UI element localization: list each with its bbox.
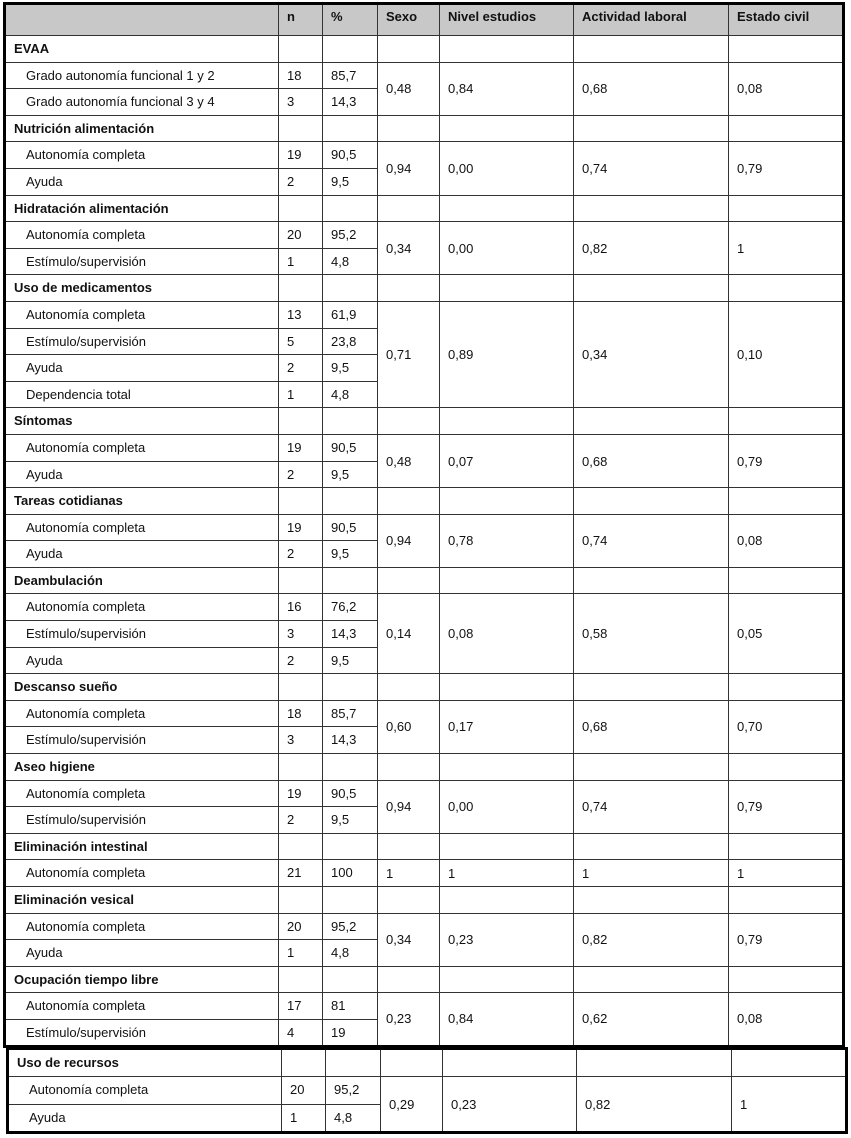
p-actividad-laboral: 0,68 (574, 434, 729, 487)
empty-cell (729, 488, 844, 515)
header-pct: % (323, 4, 378, 36)
p-nivel-estudios: 0,84 (440, 62, 574, 115)
row-pct: 4,8 (323, 381, 378, 408)
p-estado-civil: 0,70 (729, 700, 844, 753)
row-pct: 85,7 (323, 700, 378, 727)
empty-cell (378, 115, 440, 142)
row-pct: 4,8 (326, 1105, 381, 1133)
row-label: Grado autonomía funcional 3 y 4 (5, 89, 279, 116)
empty-cell (574, 275, 729, 302)
section-title: Nutrición alimentación (5, 115, 279, 142)
empty-cell (574, 408, 729, 435)
p-estado-civil: 0,79 (729, 780, 844, 833)
p-estado-civil: 0,79 (729, 913, 844, 966)
empty-cell (279, 567, 323, 594)
row-pct: 9,5 (323, 541, 378, 568)
p-nivel-estudios: 0,00 (440, 780, 574, 833)
table-row (5, 700, 844, 727)
row-label: Estímulo/supervisión (5, 248, 279, 275)
empty-cell (378, 966, 440, 993)
row-n: 5 (279, 328, 323, 355)
row-label: Autonomía completa (5, 860, 279, 887)
p-sexo: 0,34 (378, 913, 440, 966)
empty-cell (323, 754, 378, 781)
row-pct: 4,8 (323, 248, 378, 275)
empty-cell (440, 408, 574, 435)
p-sexo: 0,48 (378, 62, 440, 115)
table-row (5, 301, 844, 328)
empty-cell (729, 195, 844, 222)
empty-cell (279, 408, 323, 435)
table-row (5, 434, 844, 461)
row-pct: 95,2 (323, 222, 378, 249)
empty-cell (440, 567, 574, 594)
p-nivel-estudios: 0,84 (440, 993, 574, 1046)
empty-cell (378, 833, 440, 860)
table-row (5, 222, 844, 249)
empty-cell (323, 275, 378, 302)
empty-cell (574, 36, 729, 63)
row-pct: 76,2 (323, 594, 378, 621)
p-actividad-laboral: 0,74 (574, 780, 729, 833)
row-pct: 9,5 (323, 461, 378, 488)
empty-cell (323, 966, 378, 993)
row-n: 19 (279, 780, 323, 807)
empty-cell (574, 833, 729, 860)
empty-cell (440, 195, 574, 222)
row-label: Autonomía completa (5, 913, 279, 940)
row-label: Estímulo/supervisión (5, 807, 279, 834)
empty-cell (440, 115, 574, 142)
p-actividad-laboral: 0,82 (577, 1077, 732, 1133)
row-pct: 9,5 (323, 168, 378, 195)
p-sexo: 0,94 (378, 780, 440, 833)
header-row (5, 4, 844, 36)
empty-cell (282, 1049, 326, 1077)
table-row (5, 142, 844, 169)
p-actividad-laboral: 0,82 (574, 222, 729, 275)
row-n: 1 (279, 381, 323, 408)
row-label: Ayuda (5, 541, 279, 568)
section-title: Uso de medicamentos (5, 275, 279, 302)
row-label: Estímulo/supervisión (5, 621, 279, 648)
p-sexo: 0,71 (378, 301, 440, 407)
row-pct: 61,9 (323, 301, 378, 328)
p-nivel-estudios: 0,23 (440, 913, 574, 966)
empty-cell (323, 36, 378, 63)
row-n: 18 (279, 62, 323, 89)
p-nivel-estudios: 0,89 (440, 301, 574, 407)
row-pct: 90,5 (323, 142, 378, 169)
row-pct: 81 (323, 993, 378, 1020)
section-title: Eliminación intestinal (5, 833, 279, 860)
section-row (5, 966, 844, 993)
row-n: 2 (279, 461, 323, 488)
row-label: Autonomía completa (5, 301, 279, 328)
empty-cell (323, 408, 378, 435)
row-pct: 90,5 (323, 780, 378, 807)
header-estado: Estado civil (729, 4, 844, 36)
section-row (5, 36, 844, 63)
empty-cell (574, 115, 729, 142)
empty-cell (378, 36, 440, 63)
empty-cell (729, 567, 844, 594)
row-n: 3 (279, 89, 323, 116)
empty-cell (279, 674, 323, 701)
section-row (5, 887, 844, 914)
row-label: Autonomía completa (5, 434, 279, 461)
row-pct: 90,5 (323, 514, 378, 541)
p-actividad-laboral: 0,74 (574, 142, 729, 195)
p-sexo: 0,23 (378, 993, 440, 1046)
section-title: Aseo higiene (5, 754, 279, 781)
empty-cell (378, 887, 440, 914)
empty-cell (378, 408, 440, 435)
row-n: 16 (279, 594, 323, 621)
p-estado-civil: 0,08 (729, 62, 844, 115)
p-sexo: 0,94 (378, 142, 440, 195)
header-actividad: Actividad laboral (574, 4, 729, 36)
row-pct: 14,3 (323, 727, 378, 754)
row-n: 1 (279, 940, 323, 967)
section-row (5, 488, 844, 515)
empty-cell (378, 488, 440, 515)
p-nivel-estudios: 0,07 (440, 434, 574, 487)
empty-cell (729, 754, 844, 781)
section-row (5, 833, 844, 860)
table-row (5, 514, 844, 541)
section-title: Hidratación alimentación (5, 195, 279, 222)
table-row (5, 860, 844, 887)
empty-cell (440, 966, 574, 993)
row-n: 13 (279, 301, 323, 328)
empty-cell (729, 966, 844, 993)
empty-cell (577, 1049, 732, 1077)
row-n: 19 (279, 434, 323, 461)
row-pct: 9,5 (323, 355, 378, 382)
empty-cell (440, 36, 574, 63)
p-nivel-estudios: 0,00 (440, 142, 574, 195)
row-label: Autonomía completa (5, 594, 279, 621)
empty-cell (729, 833, 844, 860)
p-estado-civil: 0,79 (729, 142, 844, 195)
p-estado-civil: 1 (732, 1077, 847, 1133)
table-row (5, 913, 844, 940)
p-sexo: 1 (378, 860, 440, 887)
p-actividad-laboral: 0,58 (574, 594, 729, 674)
empty-cell (279, 966, 323, 993)
row-pct: 23,8 (323, 328, 378, 355)
empty-cell (323, 674, 378, 701)
empty-cell (279, 833, 323, 860)
empty-cell (440, 674, 574, 701)
section-title: Eliminación vesical (5, 887, 279, 914)
row-n: 1 (282, 1105, 326, 1133)
row-label: Estímulo/supervisión (5, 328, 279, 355)
table-row (5, 993, 844, 1020)
empty-cell (574, 887, 729, 914)
resources-table (6, 1047, 848, 1134)
empty-cell (729, 275, 844, 302)
p-actividad-laboral: 0,68 (574, 700, 729, 753)
empty-cell (574, 674, 729, 701)
section-row (5, 275, 844, 302)
empty-cell (729, 674, 844, 701)
p-actividad-laboral: 0,82 (574, 913, 729, 966)
empty-cell (323, 115, 378, 142)
empty-cell (279, 488, 323, 515)
p-estado-civil: 0,79 (729, 434, 844, 487)
header-n: n (279, 4, 323, 36)
empty-cell (440, 488, 574, 515)
empty-cell (378, 275, 440, 302)
empty-cell (323, 195, 378, 222)
section-row (5, 115, 844, 142)
empty-cell (378, 195, 440, 222)
empty-cell (729, 36, 844, 63)
section-title: EVAA (5, 36, 279, 63)
p-actividad-laboral: 0,34 (574, 301, 729, 407)
row-label: Ayuda (5, 461, 279, 488)
p-estado-civil: 0,08 (729, 993, 844, 1046)
row-n: 1 (279, 248, 323, 275)
p-nivel-estudios: 0,23 (443, 1077, 577, 1133)
empty-cell (440, 754, 574, 781)
empty-cell (381, 1049, 443, 1077)
p-sexo: 0,60 (378, 700, 440, 753)
empty-cell (443, 1049, 577, 1077)
empty-cell (323, 567, 378, 594)
row-label: Autonomía completa (5, 142, 279, 169)
row-label: Autonomía completa (5, 514, 279, 541)
p-actividad-laboral: 0,74 (574, 514, 729, 567)
section-title: Ocupación tiempo libre (5, 966, 279, 993)
p-actividad-laboral: 0,68 (574, 62, 729, 115)
row-label: Autonomía completa (8, 1077, 282, 1105)
row-label: Autonomía completa (5, 993, 279, 1020)
empty-cell (729, 115, 844, 142)
row-pct: 90,5 (323, 434, 378, 461)
table-row (5, 594, 844, 621)
p-sexo: 0,94 (378, 514, 440, 567)
p-nivel-estudios: 0,08 (440, 594, 574, 674)
row-label: Ayuda (5, 355, 279, 382)
row-n: 17 (279, 993, 323, 1020)
row-label: Dependencia total (5, 381, 279, 408)
section-title: Deambulación (5, 567, 279, 594)
row-label: Estímulo/supervisión (5, 727, 279, 754)
section-row (5, 408, 844, 435)
empty-cell (440, 833, 574, 860)
p-estado-civil: 0,05 (729, 594, 844, 674)
row-pct: 14,3 (323, 89, 378, 116)
row-label: Grado autonomía funcional 1 y 2 (5, 62, 279, 89)
row-n: 4 (279, 1019, 323, 1046)
p-nivel-estudios: 0,17 (440, 700, 574, 753)
row-n: 19 (279, 142, 323, 169)
empty-cell (323, 887, 378, 914)
section-row (5, 674, 844, 701)
row-n: 20 (279, 222, 323, 249)
p-actividad-laboral: 0,62 (574, 993, 729, 1046)
row-n: 3 (279, 621, 323, 648)
empty-cell (378, 754, 440, 781)
empty-cell (574, 966, 729, 993)
p-nivel-estudios: 0,78 (440, 514, 574, 567)
header-nivel: Nivel estudios (440, 4, 574, 36)
results-table (3, 2, 845, 1048)
p-estado-civil: 1 (729, 860, 844, 887)
empty-cell (440, 275, 574, 302)
section-row (8, 1049, 847, 1077)
section-title: Síntomas (5, 408, 279, 435)
p-sexo: 0,48 (378, 434, 440, 487)
section-title: Tareas cotidianas (5, 488, 279, 515)
row-label: Autonomía completa (5, 222, 279, 249)
p-nivel-estudios: 0,00 (440, 222, 574, 275)
empty-cell (279, 36, 323, 63)
section-row (5, 195, 844, 222)
p-sexo: 0,14 (378, 594, 440, 674)
empty-cell (279, 887, 323, 914)
row-n: 20 (282, 1077, 326, 1105)
row-pct: 85,7 (323, 62, 378, 89)
header-label (5, 4, 279, 36)
row-pct: 95,2 (323, 913, 378, 940)
row-n: 20 (279, 913, 323, 940)
row-n: 2 (279, 541, 323, 568)
row-label: Ayuda (5, 168, 279, 195)
empty-cell (279, 115, 323, 142)
row-n: 2 (279, 647, 323, 674)
empty-cell (574, 488, 729, 515)
empty-cell (378, 674, 440, 701)
p-estado-civil: 0,10 (729, 301, 844, 407)
row-n: 2 (279, 807, 323, 834)
row-label: Ayuda (5, 940, 279, 967)
row-n: 2 (279, 355, 323, 382)
row-pct: 4,8 (323, 940, 378, 967)
empty-cell (729, 887, 844, 914)
row-pct: 9,5 (323, 647, 378, 674)
p-estado-civil: 1 (729, 222, 844, 275)
empty-cell (729, 408, 844, 435)
section-title: Descanso sueño (5, 674, 279, 701)
row-n: 18 (279, 700, 323, 727)
empty-cell (279, 275, 323, 302)
p-sexo: 0,29 (381, 1077, 443, 1133)
p-estado-civil: 0,08 (729, 514, 844, 567)
empty-cell (323, 488, 378, 515)
table-row (5, 780, 844, 807)
header-sexo: Sexo (378, 4, 440, 36)
row-label: Autonomía completa (5, 700, 279, 727)
table-row (8, 1077, 847, 1105)
row-label: Estímulo/supervisión (5, 1019, 279, 1046)
section-title: Uso de recursos (8, 1049, 282, 1077)
row-n: 3 (279, 727, 323, 754)
empty-cell (574, 195, 729, 222)
section-row (5, 754, 844, 781)
row-pct: 100 (323, 860, 378, 887)
row-n: 19 (279, 514, 323, 541)
empty-cell (440, 887, 574, 914)
empty-cell (323, 833, 378, 860)
table-row (5, 62, 844, 89)
row-pct: 95,2 (326, 1077, 381, 1105)
p-nivel-estudios: 1 (440, 860, 574, 887)
row-label: Ayuda (5, 647, 279, 674)
row-label: Ayuda (8, 1105, 282, 1133)
empty-cell (279, 754, 323, 781)
section-row (5, 567, 844, 594)
row-n: 2 (279, 168, 323, 195)
row-pct: 14,3 (323, 621, 378, 648)
empty-cell (574, 754, 729, 781)
row-label: Autonomía completa (5, 780, 279, 807)
empty-cell (279, 195, 323, 222)
empty-cell (378, 567, 440, 594)
row-pct: 9,5 (323, 807, 378, 834)
empty-cell (574, 567, 729, 594)
empty-cell (326, 1049, 381, 1077)
row-n: 21 (279, 860, 323, 887)
empty-cell (732, 1049, 847, 1077)
row-pct: 19 (323, 1019, 378, 1046)
p-actividad-laboral: 1 (574, 860, 729, 887)
p-sexo: 0,34 (378, 222, 440, 275)
